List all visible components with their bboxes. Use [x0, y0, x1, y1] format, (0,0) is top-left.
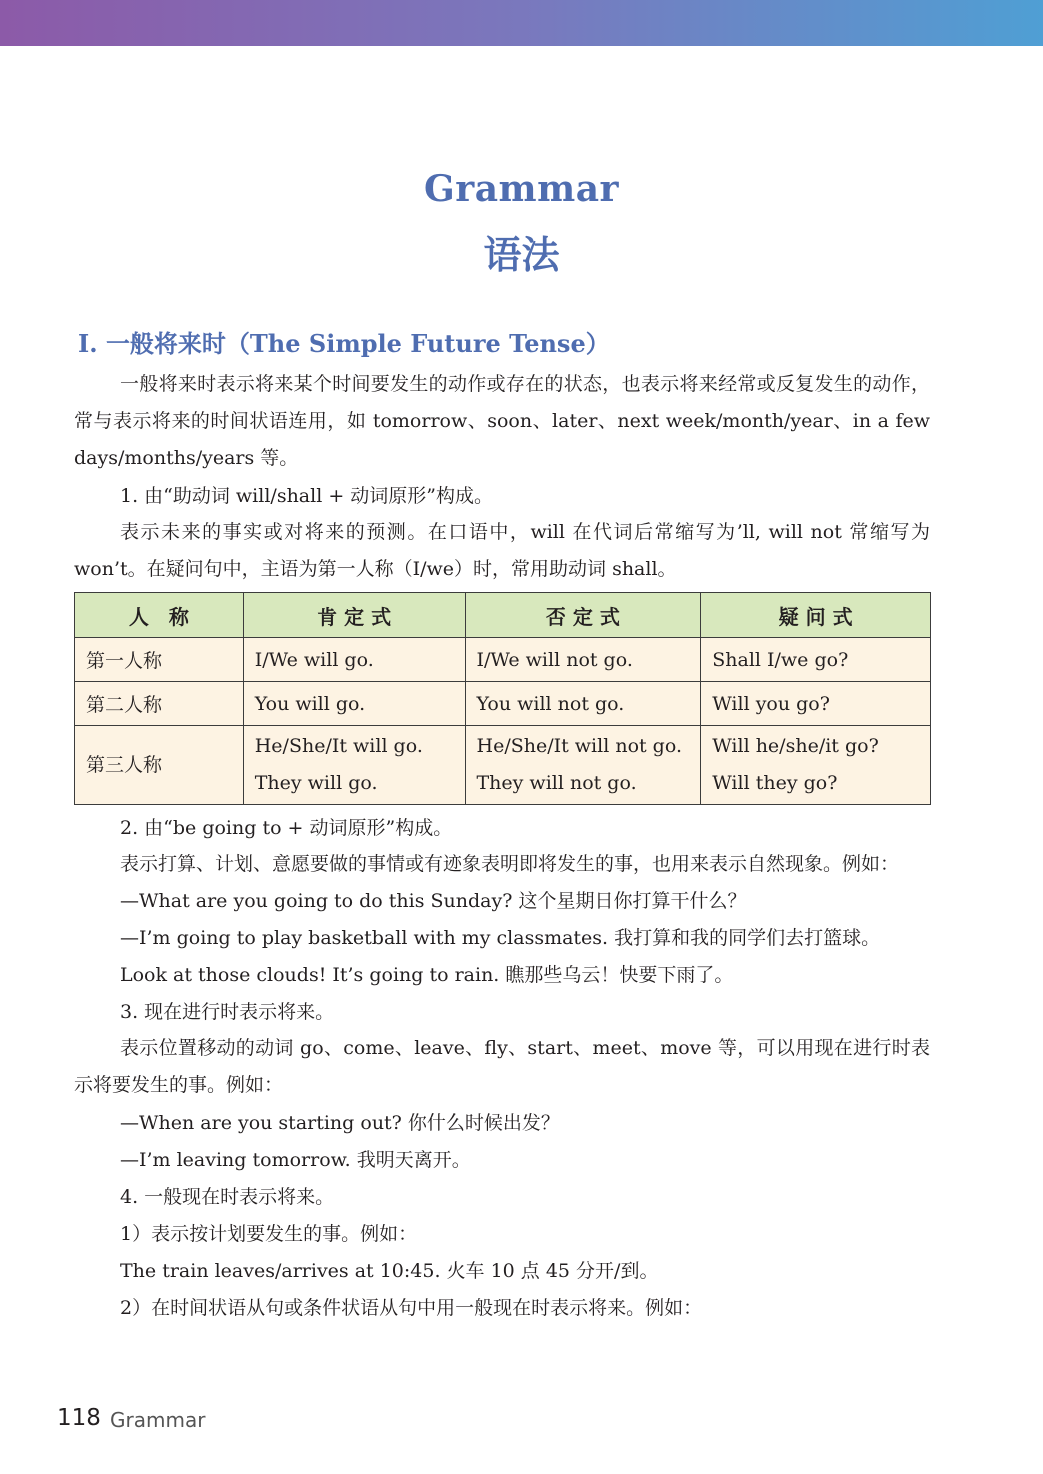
point2-description: 表示打算、计划、意愿要做的事情或有迹象表明即将发生的事，也用来表示自然现象。例如：: [120, 853, 900, 875]
tense-table: [74, 592, 931, 805]
cell-question: [701, 726, 931, 805]
table-header-row: [75, 593, 931, 638]
section-heading: Ⅰ. 一般将来时（The Simple Future Tense）: [78, 329, 610, 358]
table-row: [75, 726, 931, 805]
cell-person: 第三人称: [75, 726, 244, 805]
cell-question: Shall I/we go?: [701, 638, 931, 682]
cell-negative: [465, 726, 701, 805]
header-person: 人 称: [75, 593, 244, 638]
header-question: 疑 问 式: [701, 593, 931, 638]
point2-title: 2. 由“be going to + 动词原形”构成。: [120, 817, 453, 839]
point1-description: 表示未来的事实或对将来的预测。在口语中，will 在代词后常缩写为’ll, will not 常缩写为 won’t。在疑问句中，主语为第一人称（I/we）时，常用助动词 shall。: [74, 521, 930, 580]
table-row: [75, 682, 931, 726]
cell-affirmative: You will go.: [243, 682, 465, 726]
cell-negative: I/We will not go.: [465, 638, 701, 682]
footer-label: Grammar: [110, 1408, 206, 1432]
point3-example-2: —I’m leaving tomorrow. 我明天离开。: [120, 1149, 471, 1171]
point4-example-1: The train leaves/arrives at 10:45. 火车 10 点 45 分开/到。: [120, 1260, 659, 1282]
cell-line: He/She/It will not go.: [476, 735, 682, 757]
cell-line: They will not go.: [476, 772, 637, 794]
point3-description: 表示位置移动的动词 go、come、leave、fly、start、meet、move 等，可以用现在进行时表示将要发生的事。例如：: [74, 1037, 930, 1096]
header-negative: 否 定 式: [465, 593, 701, 638]
point4-sub2: 2）在时间状语从句或条件状语从句中用一般现在时表示将来。例如：: [120, 1297, 703, 1319]
cell-person: 第二人称: [75, 682, 244, 726]
point2-example-3: Look at those clouds! It’s going to rain. 瞧那些乌云！快要下雨了。: [120, 964, 734, 986]
point3-title: 3. 现在进行时表示将来。: [120, 1001, 335, 1023]
page-title-zh: 语法: [483, 233, 560, 277]
header-affirmative: 肯 定 式: [243, 593, 465, 638]
cell-affirmative: I/We will go.: [243, 638, 465, 682]
point1-title: 1. 由“助动词 will/shall + 动词原形”构成。: [120, 485, 493, 507]
cell-negative: You will not go.: [465, 682, 701, 726]
cell-question: Will you go?: [701, 682, 931, 726]
page-title-en: Grammar: [423, 168, 619, 210]
cell-person: 第一人称: [75, 638, 244, 682]
point3-example-1: —When are you starting out? 你什么时候出发？: [120, 1112, 560, 1134]
point2-example-1: —What are you going to do this Sunday? 这个星期日你打算干什么？: [120, 890, 747, 912]
cell-affirmative: [243, 726, 465, 805]
table-row: [75, 638, 931, 682]
point4-sub1: 1）表示按计划要发生的事。例如：: [120, 1223, 418, 1245]
page-number: 118: [57, 1405, 101, 1431]
top-color-band: [0, 0, 1043, 46]
point2-example-2: —I’m going to play basketball with my classmates. 我打算和我的同学们去打篮球。: [120, 927, 881, 949]
cell-line: Will they go?: [712, 772, 838, 794]
cell-line: They will go.: [254, 772, 378, 794]
cell-line: He/She/It will go.: [254, 735, 423, 757]
point4-title: 4. 一般现在时表示将来。: [120, 1186, 335, 1208]
cell-line: Will he/she/it go?: [712, 735, 879, 757]
intro-paragraph: 一般将来时表示将来某个时间要发生的动作或存在的状态，也表示将来经常或反复发生的动作，常与表示将来的时间状语连用，如 tomorrow、soon、later、next week/month/year、in a few days/months/years 等。: [74, 373, 930, 469]
